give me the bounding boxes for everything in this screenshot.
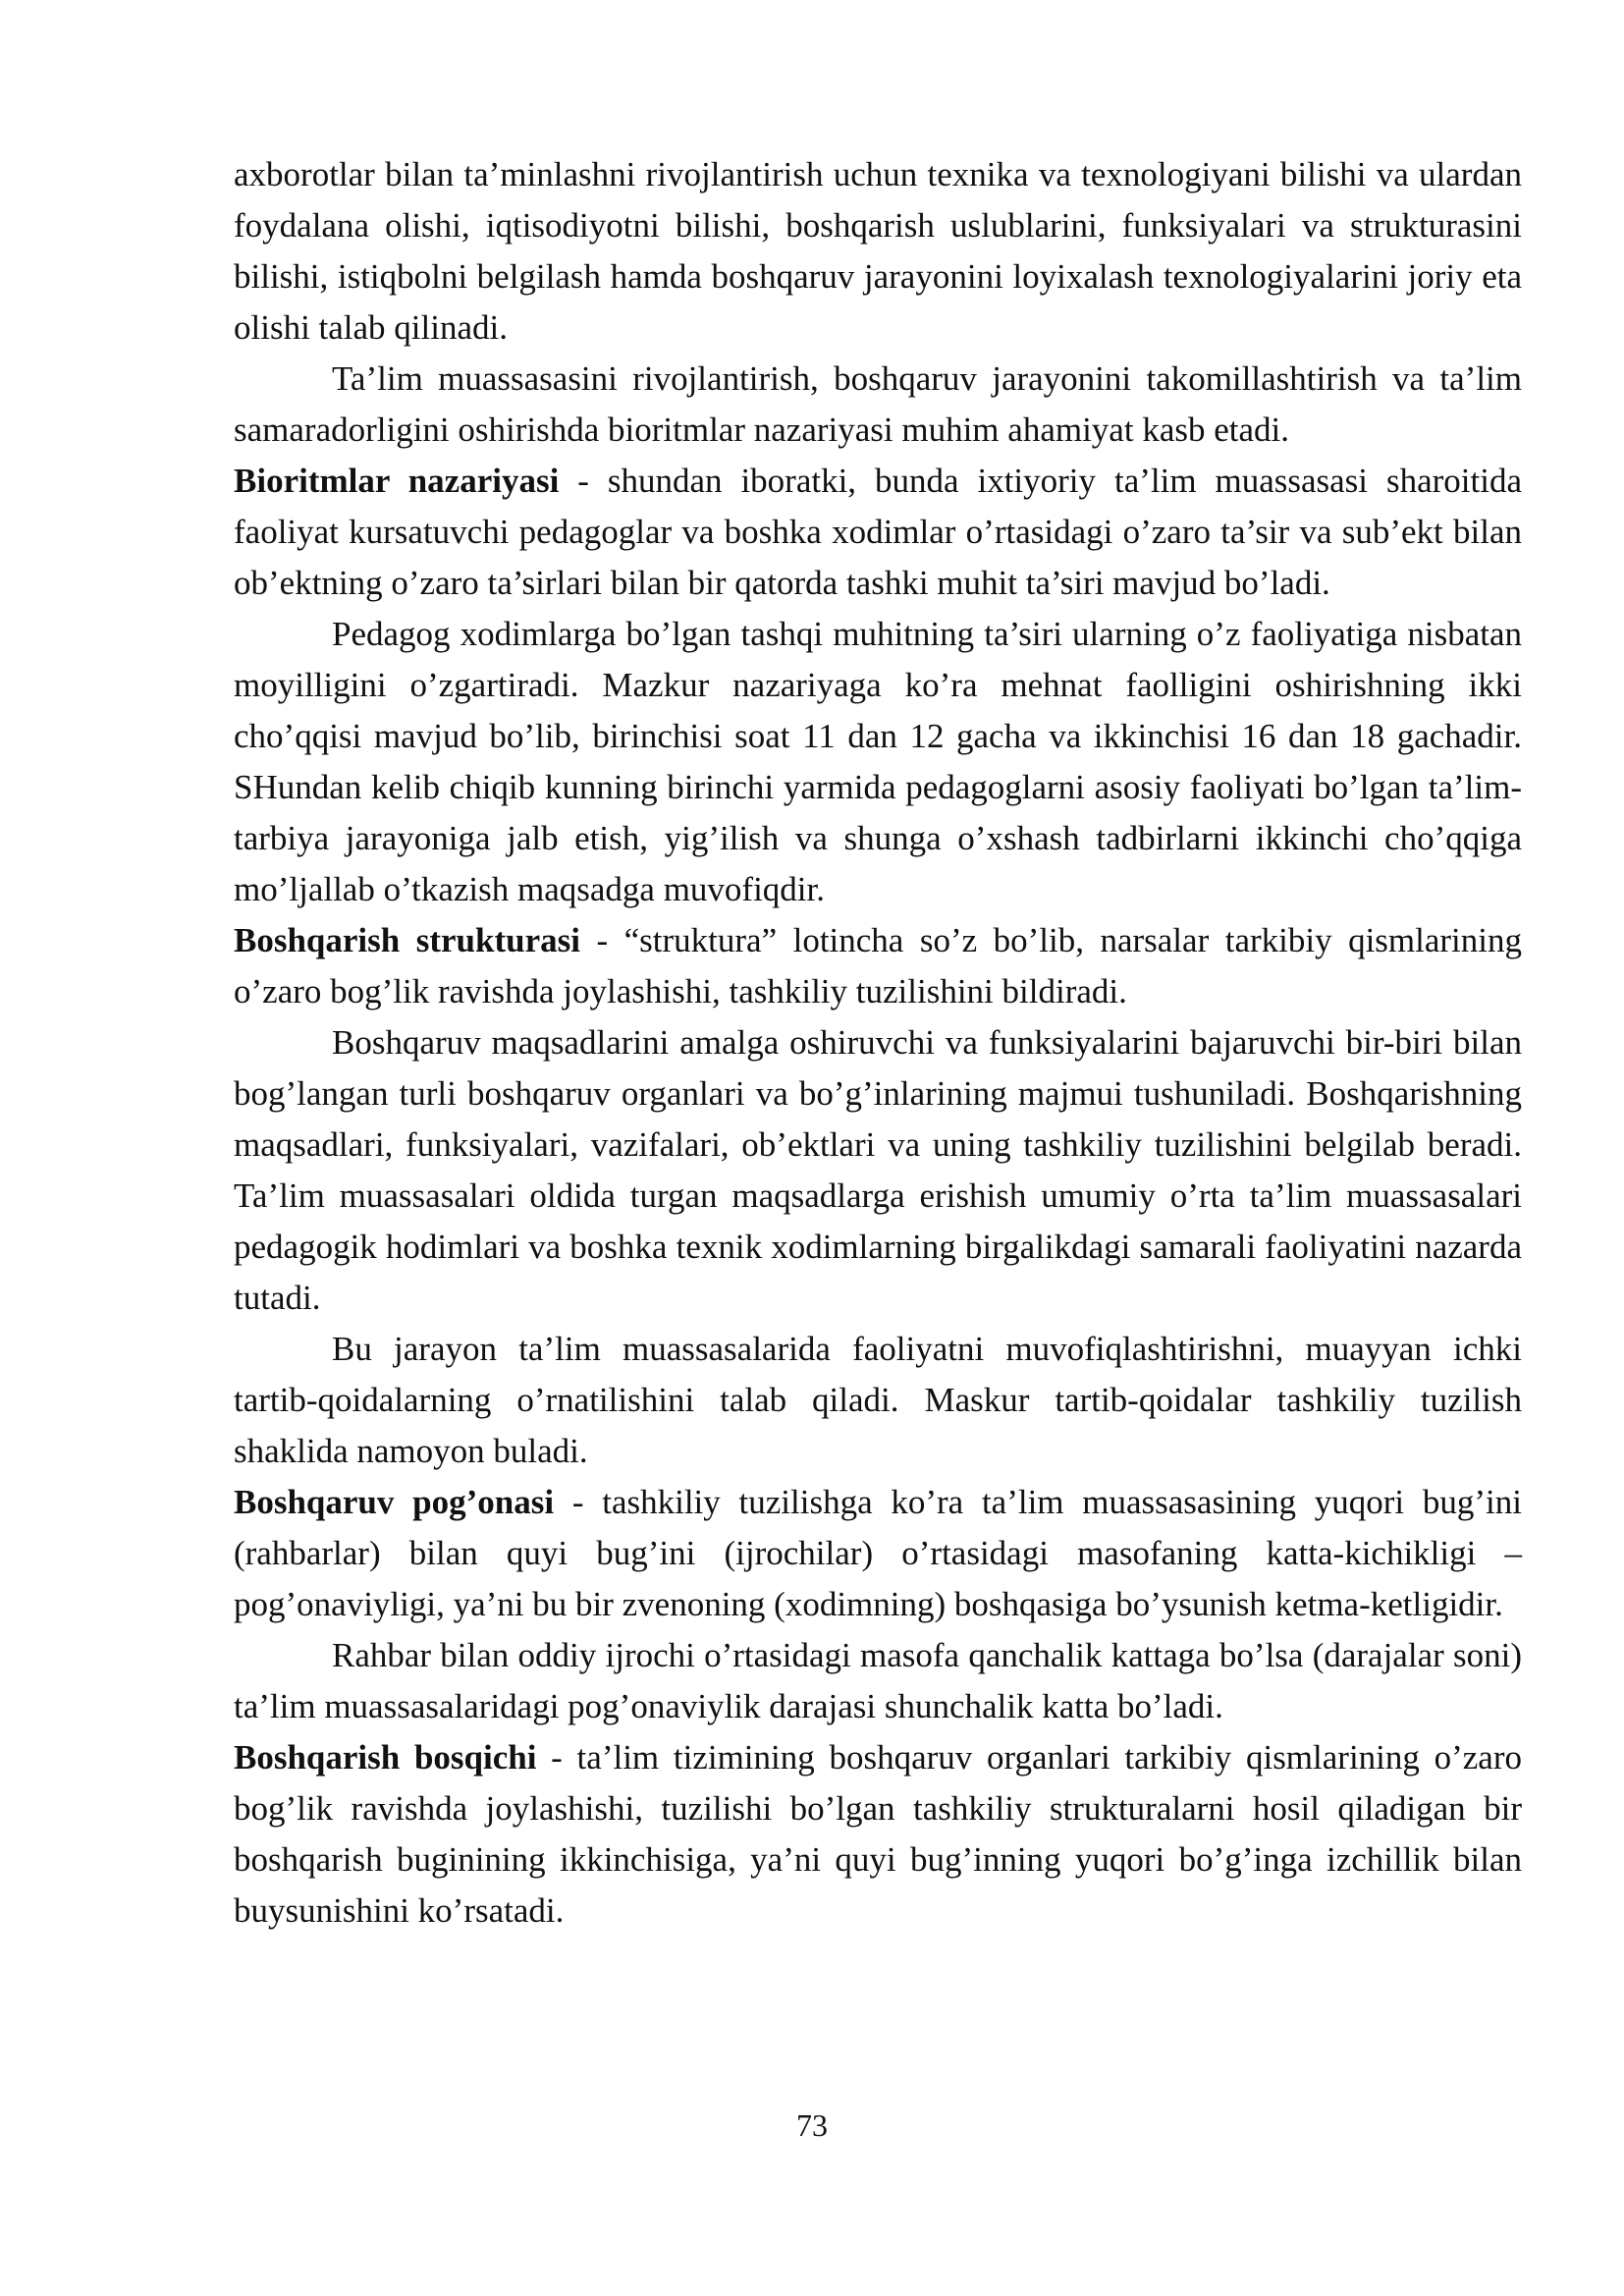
page-number: 73 — [796, 2107, 828, 2143]
paragraph-5-text: - “struktura” lotincha so’z bo’lib, narsalar tarkibiy qismlarining o’zaro bog’lik ravishda joylashishi, tashkiliy tuzilishini bildiradi. — [234, 921, 1522, 1011]
paragraph-3 — [234, 456, 1522, 609]
paragraph-6 — [234, 1017, 1522, 1324]
paragraph-7-text: Bu jarayon ta’lim muassasalarida faoliyatni muvofiqlashtirishni, muayyan ichki tartib-qoidalarning o’rnatilishini talab qiladi. Maskur tartib-qoidalar tashkiliy tuzilish shaklida namoyon buladi. — [234, 1330, 1522, 1470]
page-body — [234, 149, 1522, 1937]
paragraph-5 — [234, 915, 1522, 1017]
paragraph-10 — [234, 1732, 1522, 1937]
paragraph-4 — [234, 609, 1522, 915]
paragraph-8-text: - tashkiliy tuzilishga ko’ra ta’lim muassasasining yuqori bug’ini (rahbarlar) bilan quyi bug’ini (ijrochilar) o’rtasidagi masofaning katta-kichikligi – pog’onaviyligi, ya’ni bu bir zvenoning (xodimning) boshqasiga bo’ysunish ketma-ketligidir. — [234, 1483, 1523, 1623]
term-boshqarish-strukturasi: Boshqarish strukturasi — [234, 921, 580, 959]
term-boshqarish-bosqichi: Boshqarish bosqichi — [234, 1738, 537, 1777]
paragraph-4-text: Pedagog xodimlarga bo’lgan tashqi muhitning ta’siri ularning o’z faoliyatiga nisbatan moyilligini o’zgartiradi. Mazkur nazariyaga ko’ra mehnat faolligini oshirishning ikki cho’qqisi mavjud bo’lib, birinchisi soat 11 dan 12 gacha va ikkinchisi 16 dan 18 gachadir. SHundan kelib chiqib kunning birinchi yarmida pedagoglarni asosiy faoliyati bo’lgan ta’lim-tarbiya jarayoniga jalb etish, yig’ilish va shunga o’xshash tadbirlarni ikkinchi cho’qqiga mo’ljallab o’tkazish maqsadga muvofiqdir. — [234, 615, 1522, 908]
paragraph-6-text: Boshqaruv maqsadlarini amalga oshiruvchi va funksiyalarini bajaruvchi bir-biri bilan bog’langan turli boshqaruv organlari va bo’g’inlarining majmui tushuniladi. Boshqarishning maqsadlari, funksiyalari, vazifalari, ob’ektlari va uning tashkiliy tuzilishini belgilab beradi. Ta’lim muassasalari oldida turgan maqsadlarga erishish umumiy o’rta ta’lim muassasalari pedagogik hodimlari va boshka texnik xodimlarning birgalikdagi samarali faoliyatini nazarda tutadi. — [234, 1023, 1522, 1317]
paragraph-1-text: axborotlar bilan ta’minlashni rivojlantirish uchun texnika va texnologiyani bilishi va ulardan foydalana olishi, iqtisodiyotni bilishi, boshqarish uslublarini, funksiyalari va strukturasini bilishi, istiqbolni belgilash hamda boshqaruv jarayonini loyixalash texnologiyalarini joriy eta olishi talab qilinadi. — [234, 155, 1522, 347]
paragraph-3-text: - shundan iboratki, bunda ixtiyoriy ta’lim muassasasi sharoitida faoliyat kursatuvchi pedagoglar va boshka xodimlar o’rtasidagi o’zaro ta’sir va sub’ekt bilan ob’ektning o’zaro ta’sirlari bilan bir qatorda tashki muhit ta’siri mavjud bo’ladi. — [234, 462, 1522, 602]
paragraph-7 — [234, 1324, 1522, 1477]
term-bioritmlar-nazariyasi: Bioritmlar nazariyasi — [234, 462, 560, 500]
paragraph-10-text: - ta’lim tizimining boshqaruv organlari tarkibiy qismlarining o’zaro bog’lik ravishda joylashishi, tuzilishi bo’lgan tashkiliy strukturalarni hosil qiladigan bir boshqarish buginining ikkinchisiga, ya’ni quyi bug’inning yuqori bo’g’inga izchillik bilan buysunishini ko’rsatadi. — [234, 1738, 1522, 1930]
paragraph-2 — [234, 354, 1522, 456]
paragraph-2-text: Ta’lim muassasasini rivojlantirish, boshqaruv jarayonini takomillashtirish va ta’lim samaradorligini oshirishda bioritmlar nazariyasi muhim ahamiyat kasb etadi. — [234, 359, 1522, 449]
paragraph-1 — [234, 149, 1522, 354]
paragraph-9 — [234, 1630, 1522, 1732]
paragraph-9-text: Rahbar bilan oddiy ijrochi o’rtasidagi masofa qanchalik kattaga bo’lsa (darajalar soni) ta’lim muassasalaridagi pog’onaviylik darajasi shunchalik katta bo’ladi. — [234, 1636, 1522, 1725]
paragraph-8 — [234, 1477, 1522, 1630]
term-boshqaruv-pogonasi: Boshqaruv pog’onasi — [234, 1483, 555, 1521]
